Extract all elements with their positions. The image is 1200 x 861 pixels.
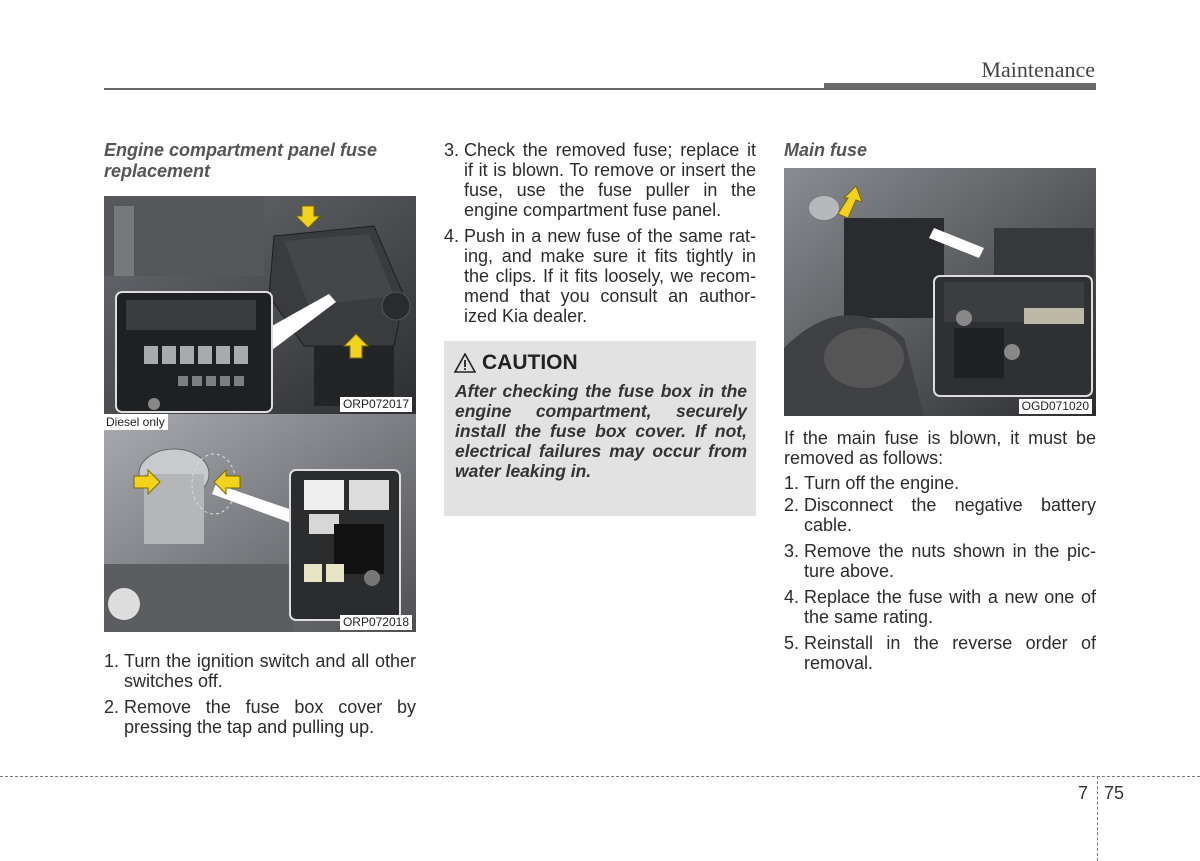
step-text: Push in a new fuse of the same rat-ing, and make sure it fits tightly in the clips. If it fits loosely, we recom-mend that you consult an author-ized Kia dealer.	[464, 226, 756, 326]
step-text: Turn the ignition switch and all other switches off.	[124, 651, 416, 691]
footer-vertical-divider	[1097, 776, 1098, 861]
step-number: 1.	[104, 651, 120, 671]
main-fuse-figure	[784, 168, 1096, 416]
figure-code: ORP072018	[340, 615, 412, 630]
caution-heading	[454, 351, 578, 375]
footer-divider	[0, 776, 1200, 777]
step-number: 4.	[444, 226, 460, 246]
fuse-box-figure	[104, 196, 416, 414]
caution-text: After checking the fuse box in the engine compartment, securely install the fuse box cover. If not, electrical failures may occur from water leaking in.	[455, 381, 747, 481]
step-number: 1.	[784, 473, 800, 493]
diesel-only-label: Diesel only	[104, 414, 168, 430]
list-item	[784, 587, 1096, 627]
main-fuse-illustration	[784, 168, 1096, 416]
warning-icon	[454, 353, 476, 373]
step-number: 4.	[784, 587, 800, 607]
list-item	[104, 697, 416, 737]
step-number: 5.	[784, 633, 800, 653]
list-item	[444, 140, 756, 220]
step-number: 2.	[104, 697, 120, 717]
right-heading: Main fuse	[784, 140, 868, 160]
list-item	[104, 651, 416, 691]
step-text: Remove the fuse box cover by pressing the tap and pulling up.	[124, 697, 416, 737]
figure-code: OGD071020	[1019, 399, 1092, 414]
list-item	[784, 541, 1096, 581]
diesel-fuse-figure	[104, 414, 416, 632]
figure-code: ORP072017	[340, 397, 412, 412]
main-fuse-intro: If the main fuse is blown, it must be removed as follows:	[784, 428, 1096, 468]
chapter-number: 7	[1078, 783, 1089, 803]
list-item	[444, 226, 756, 326]
diesel-fuse-illustration	[104, 414, 416, 632]
list-item	[784, 633, 1096, 673]
step-number: 3.	[784, 541, 800, 561]
list-item	[784, 495, 1096, 535]
caution-box	[444, 341, 756, 516]
header-rule	[104, 88, 1096, 90]
step-text: Replace the fuse with a new one of the same rating.	[804, 587, 1096, 627]
list-item	[784, 473, 1096, 493]
left-step-list	[104, 651, 416, 743]
step-text: Turn off the engine.	[804, 473, 960, 493]
step-number: 3.	[444, 140, 460, 160]
fuse-box-illustration	[104, 196, 416, 414]
step-number: 2.	[784, 495, 800, 515]
left-heading: Engine compartment panel fuse replacement	[104, 140, 378, 181]
right-step-list	[784, 473, 1096, 679]
step-text: Check the removed fuse; replace it if it is blown. To remove or insert the fuse, use the fuse puller in the engine compartment fuse panel.	[464, 140, 756, 220]
step-text: Remove the nuts shown in the pic-ture above.	[804, 541, 1096, 581]
page-number: 75	[1104, 783, 1125, 803]
step-text: Reinstall in the reverse order of removal.	[804, 633, 1096, 673]
middle-step-list	[444, 140, 756, 332]
section-title: Maintenance	[981, 57, 1095, 82]
step-text: Disconnect the negative battery cable.	[804, 495, 1096, 535]
caution-title: CAUTION	[482, 351, 578, 374]
